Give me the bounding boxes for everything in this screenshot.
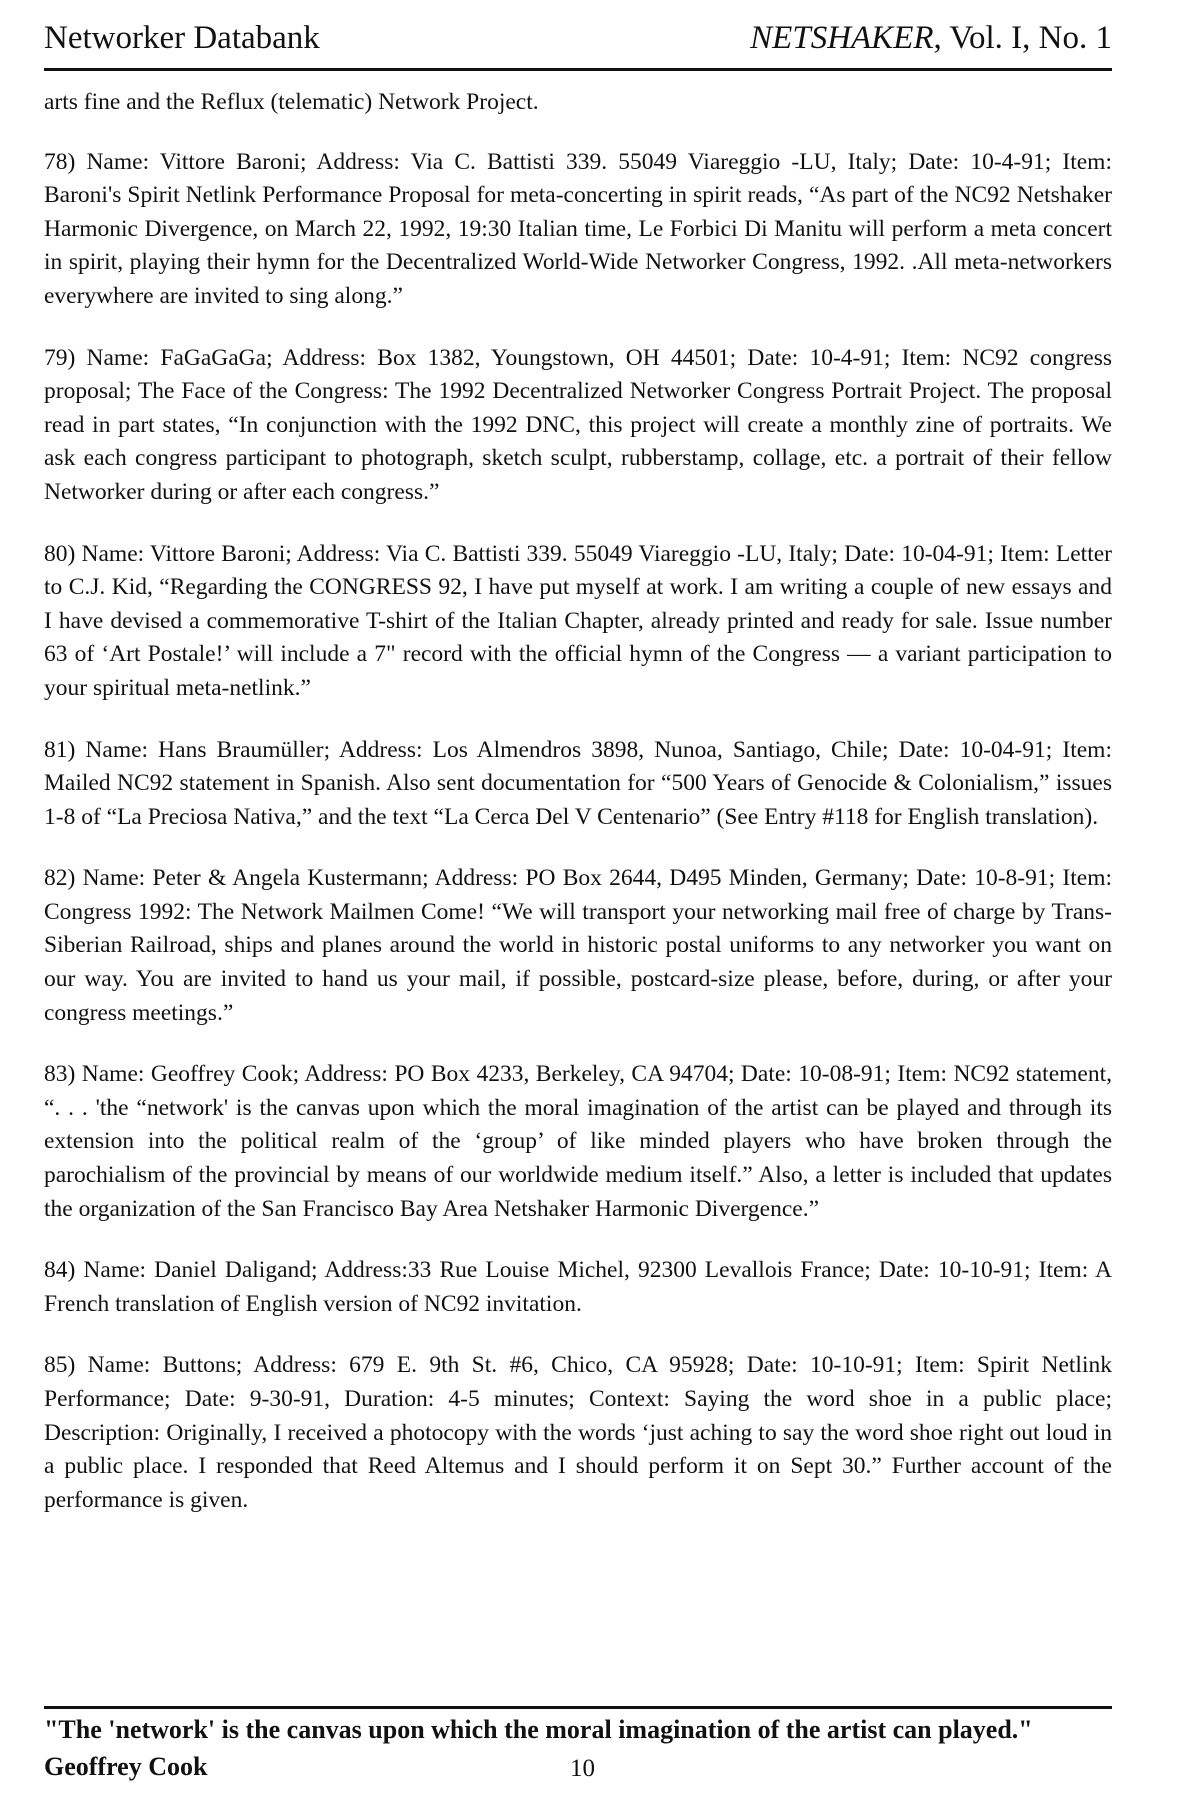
volume-issue: , Vol. I, No. 1 — [933, 20, 1112, 56]
entries-body — [44, 86, 1112, 1545]
footer-rule — [44, 1706, 1112, 1709]
publication-title — [750, 16, 1112, 60]
page-number: 10 — [570, 1755, 595, 1782]
entry-84: 84) Name: Daniel Daligand; Address:33 Rue Louise Michel, 92300 Levallois France; Date: 10-10-91; Item: A French translation of English version of NC92 invitation. — [44, 1257, 1112, 1317]
entry-79: 79) Name: FaGaGaGa; Address: Box 1382, Youngstown, OH 44501; Date: 10-4-91; Item: NC92 congress proposal; The Face of the Congress: The 1992 Decentralized Networker Congress Portrait Project. The proposal read in part states, “In conjunction with the 1992 DNC, this project will create a monthly zine of portraits. We ask each congress participant to photograph, sketch sculpt, rubberstamp, collage, etc. a portrait of their fellow Networker during or after each congress.” — [44, 344, 1112, 505]
pull-quote: "The 'network' is the canvas upon which the moral imagination of the artist can played." — [44, 1715, 1033, 1744]
entry-81: 81) Name: Hans Braumüller; Address: Los Almendros 3898, Nunoa, Santiago, Chile; Date: 10-04-91; Item: Mailed NC92 statement in Spanish. Also sent documentation for “500 Years of Genocide & Colonialism,” issues 1-8 of “La Preciosa Nativa,” and the text “La Cerca Del V Centenario” (See Entry #118 for English translation). — [44, 736, 1112, 830]
publication-name: NETSHAKER — [750, 20, 934, 56]
entry-78: 78) Name: Vittore Baroni; Address: Via C. Battisti 339. 55049 Viareggio -LU, Italy; Date: 10-4-91; Item: Baroni's Spirit Netlink Performance Proposal for meta-concerting in spirit reads, “As part of the NC92 Netshaker Harmonic Divergence, on March 22, 1992, 19:30 Italian time, Le Forbici Di Manitu will perform a meta concert in spirit, playing their hymn for the Decentralized World-Wide Networker Congress, 1992. .All meta-networkers everywhere are invited to sing along.” — [44, 148, 1112, 309]
document-page — [44, 0, 1112, 1803]
running-header — [44, 16, 1112, 60]
entry-83: 83) Name: Geoffrey Cook; Address: PO Box 4233, Berkeley, CA 94704; Date: 10-08-91; Item: NC92 statement, “. . . 'the “network' is the canvas upon which the moral imagination of the artist can be played and through its extension into the political realm of the ‘group’ of like minded players who have broken through the parochialism of the provincial by means of our worldwide medium itself.” Also, a letter is included that updates the organization of the San Francisco Bay Area Netshaker Harmonic Divergence.” — [44, 1061, 1112, 1222]
entry-continuation: arts fine and the Reflux (telematic) Network Project. — [44, 89, 539, 115]
entry-85: 85) Name: Buttons; Address: 679 E. 9th St. #6, Chico, CA 95928; Date: 10-10-91; Item: Spirit Netlink Performance; Date: 9-30-91, Duration: 4-5 minutes; Context: Saying the word shoe in a public place; Description: Originally, I received a photocopy with the words ‘just aching to say the word shoe right out loud in a public place. I responded that Reed Altemus and I should perform it on Sept 30.” Further account of the performance is given. — [44, 1352, 1112, 1513]
entry-82: 82) Name: Peter & Angela Kustermann; Address: PO Box 2644, D495 Minden, Germany; Date: 10-8-91; Item: Congress 1992: The Network Mailmen Come! “We will transport your networking mail free of charge by Trans-Siberian Railroad, ships and planes around the world in historic postal uniforms to any networker you want on our way. You are invited to hand us your mail, if possible, postcard-size please, before, during, or after your congress meetings.” — [44, 865, 1112, 1026]
quote-author: Geoffrey Cook — [44, 1752, 208, 1781]
entry-80: 80) Name: Vittore Baroni; Address: Via C. Battisti 339. 55049 Viareggio -LU, Italy; Date: 10-04-91; Item: Letter to C.J. Kid, “Regarding the CONGRESS 92, I have put myself at work. I am writing a couple of new essays and I have devised a commemorative T-shirt of the Italian Chapter, already printed and ready for sale. Issue number 63 of ‘Art Postale!’ will include a 7" record with the official hymn of the Congress — a variant participation to your spiritual meta-netlink.” — [44, 540, 1112, 701]
header-rule — [44, 68, 1112, 71]
section-title: Networker Databank — [44, 20, 320, 56]
